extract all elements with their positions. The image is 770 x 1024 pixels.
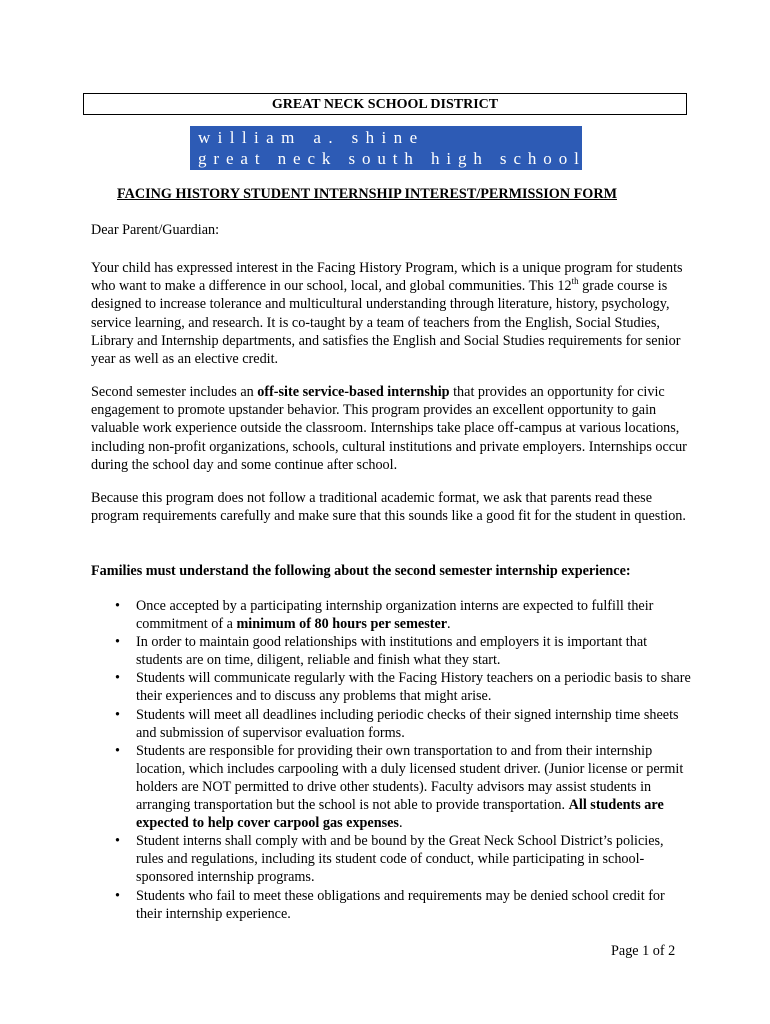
banner-line-1: william a. shine [198, 128, 425, 147]
list-item: • Students will meet all deadlines including periodic checks of their signed internship time sheets and submission of supervisor evaluation forms. [91, 706, 691, 742]
bullet-5-part-a: Students are responsible for providing their own transportation to and from their internship location, which includes carpooling with a duly licensed student driver. (Junior license or permit holders are NOT permitted to drive other students). Faculty advisors may assist students in arranging transportation but the school is not able to provide transportation. [136, 742, 684, 814]
list-item: • Student interns shall comply with and be bound by the Great Neck School District’s policies, rules and regulations, including its student code of conduct, while participating in school-sponsored internship programs. [91, 832, 691, 886]
paragraph-format-note: Because this program does not follow a traditional academic format, we ask that parents read these program requirements carefully and make sure that this sounds like a good fit for the student in question. [91, 490, 686, 525]
requirements-list [91, 597, 691, 923]
page-number: Page 1 of 2 [611, 943, 676, 959]
paragraph-1-part-a: Your child has expressed interest in the Facing History Program, which is a unique program for students who want to make a difference in our school, local, and global communities. This 12 [91, 260, 683, 295]
bullet-1-part-b: . [447, 616, 451, 633]
paragraph-2-emphasis: off-site service-based internship [257, 384, 450, 400]
bullet-5-part-b: . [398, 815, 403, 832]
list-item: • In order to maintain good relationships with institutions and employers it is important that students are on time, diligent, reliable and finish what they start. [91, 633, 691, 669]
paragraph-2-part-a: Second semester includes an [91, 384, 258, 400]
list-item: • Students will communicate regularly with the Facing History teachers on a periodic basis to share their experiences and to discuss any problems that might arise. [91, 669, 691, 705]
bullet-1-emphasis: minimum of 80 hours per semester [236, 616, 448, 633]
greeting: Dear Parent/Guardian: [91, 222, 220, 238]
bullet-1-part-a: Once accepted by a participating internship organization interns are expected to fulfill their commitment of a [136, 598, 654, 633]
paragraph-program-intro [91, 259, 691, 368]
district-header [83, 93, 687, 115]
families-heading: Families must understand the following about the second semester internship experience: [91, 563, 631, 579]
school-banner [190, 126, 586, 170]
form-title: FACING HISTORY STUDENT INTERNSHIP INTEREST/PERMISSION FORM [117, 186, 617, 202]
bullet-5-emphasis: All students are expected to help cover carpool gas expenses [136, 797, 664, 832]
ordinal-suffix: th [571, 276, 579, 287]
banner-line-2: great neck south high school [198, 149, 586, 168]
paragraph-2-part-b: that provides an opportunity for civic engagement to promote upstander behavior. This program provides an excellent opportunity to gain valuable work experience outside the classroom. Internships take place off-campus at various locations, including non-profit organizations, schools, cultural institutions and private employers. Internships occur during the school day and some continue after school. [91, 384, 687, 473]
paragraph-internship [91, 383, 691, 474]
district-name: GREAT NECK SCHOOL DISTRICT [271, 97, 499, 112]
list-item: • Students who fail to meet these obligations and requirements may be denied school credit for their internship experience. [91, 887, 691, 923]
paragraph-1-part-b: grade course is designed to increase tolerance and multicultural understanding through literature, history, psychology, service learning, and research. It is co-taught by a team of teachers from the English, Social Studies, Library and Internship departments, and satisfies the English and Social Studies requirements for senior year as well as an elective credit. [91, 278, 681, 368]
list-item [91, 742, 691, 832]
list-item [91, 597, 691, 633]
